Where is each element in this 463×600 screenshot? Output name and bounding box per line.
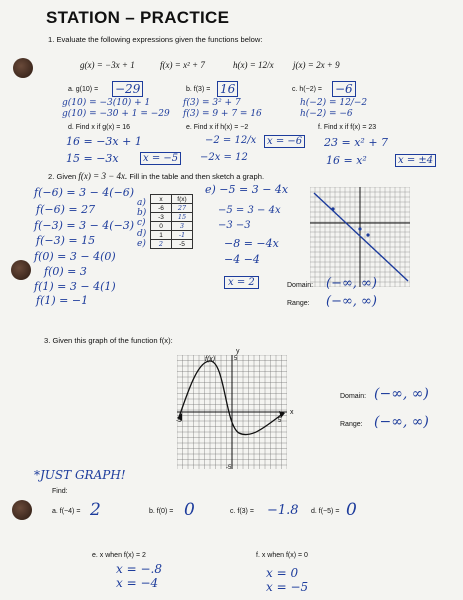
q3c-label: c. f(3) = xyxy=(230,508,254,515)
q2-work-4: f(−3) = 15 xyxy=(36,234,96,247)
q2-work-2: f(−6) = 27 xyxy=(36,203,96,216)
table-row xyxy=(151,222,193,231)
q2-prompt-a: 2. Given xyxy=(48,172,77,181)
q1e-work-1: −2 = 12/x xyxy=(205,135,257,146)
q1b-label: b. f(3) = xyxy=(186,86,211,93)
q3-fx-label: f(x) xyxy=(205,356,216,363)
row-letter: c) xyxy=(137,218,146,229)
q1c-label: c. h(−2) = xyxy=(292,86,322,93)
q2-work-5: f(0) = 3 − 4(0) xyxy=(34,250,116,263)
q3b-answer: 0 xyxy=(184,500,195,520)
function-j: j(x) = 2x + 9 xyxy=(293,60,340,70)
q1f-work-1: 23 = x² + 7 xyxy=(324,136,389,149)
q3a-label: a. f(−4) = xyxy=(52,508,81,515)
page-title: STATION – PRACTICE xyxy=(46,8,230,27)
q2-range-label: Range: xyxy=(287,300,310,307)
q3e-answer-2: x = −4 xyxy=(116,576,159,590)
q1f-answer: x = ±4 xyxy=(395,154,436,167)
row-letter: d) xyxy=(137,228,147,239)
table-row xyxy=(151,213,193,222)
q3-tick-right: 5 xyxy=(278,418,282,424)
binder-hole-top xyxy=(13,58,33,78)
q3-tick-left: -5 xyxy=(176,418,182,424)
function-h: h(x) = 12/x xyxy=(233,60,274,70)
q3d-label: d. f(−5) = xyxy=(311,508,340,515)
q1e-work-2: −2x = 12 xyxy=(200,152,248,163)
q2-work-3: f(−3) = 3 − 4(−3) xyxy=(34,219,135,232)
table-cell: -5 xyxy=(172,240,193,249)
q1d-work-1: 16 = −3x + 1 xyxy=(66,135,142,148)
table-header: x xyxy=(151,195,172,204)
q2-range-value: (−∞, ∞) xyxy=(326,294,377,309)
table-cell: -1 xyxy=(172,231,193,240)
q2-point xyxy=(366,233,369,236)
table-row xyxy=(151,204,193,213)
q2-point xyxy=(358,227,361,230)
q2-work-8: f(1) = −1 xyxy=(36,294,89,307)
row-letter: e) xyxy=(137,238,146,249)
q2-work-6: f(0) = 3 xyxy=(44,265,87,278)
q1f-label: f. Find x if f(x) = 23 xyxy=(318,124,377,131)
q3-graph xyxy=(177,355,287,469)
row-letter: a) xyxy=(137,198,146,208)
q3d-answer: 0 xyxy=(346,500,357,520)
q1b-work-2: f(3) = 9 + 7 = 16 xyxy=(183,109,262,119)
q3-x-label: x xyxy=(290,409,294,416)
q3e-label: e. x when f(x) = 2 xyxy=(92,552,146,559)
binder-hole-middle xyxy=(11,260,31,280)
q3-curve xyxy=(179,361,281,435)
q3e-answer-1: x = −.8 xyxy=(116,562,162,576)
q3-y-label: y xyxy=(236,348,240,355)
table-header-row xyxy=(151,195,193,204)
q2-work-1: f(−6) = 3 − 4(−6) xyxy=(34,186,135,199)
function-g: g(x) = −3x + 1 xyxy=(80,60,135,70)
q1a-label: a. g(10) = xyxy=(68,86,99,93)
q1c-answer: −6 xyxy=(332,81,356,97)
q2-function: f(x) = 3 − 4x. xyxy=(78,171,128,181)
binder-hole-bottom xyxy=(12,500,32,520)
q2-domain-value: (−∞, ∞) xyxy=(326,276,377,291)
q2-side-work-4: −8 = −4x xyxy=(224,237,279,250)
q3f-answer-1: x = 0 xyxy=(266,566,299,580)
q2-prompt xyxy=(48,171,264,181)
q2-side-work-3: −3 −3 xyxy=(218,220,251,231)
q3-domain-label: Domain: xyxy=(340,393,367,400)
table-cell: 27 xyxy=(172,204,193,213)
table-cell: -3 xyxy=(151,213,172,222)
q1c-work-2: h(−2) = −6 xyxy=(300,109,353,119)
q2-prompt-b: Fill in the table and then sketch a graph. xyxy=(129,172,265,181)
table-cell: 2 xyxy=(151,240,172,249)
q3-tick-top: 5 xyxy=(234,356,238,362)
q2-table xyxy=(150,194,193,249)
table-cell: -6 xyxy=(151,204,172,213)
q2-point xyxy=(331,207,334,210)
q1a-work-1: g(10) = −3(10) + 1 xyxy=(62,98,151,108)
q2-domain-label: Domain: xyxy=(287,282,314,289)
q1a-work-2: g(10) = −30 + 1 = −29 xyxy=(62,109,170,119)
q1d-answer: x = −5 xyxy=(140,152,181,165)
q3-find-label: Find: xyxy=(52,488,68,495)
q3f-answer-2: x = −5 xyxy=(266,580,309,594)
table-cell: 1 xyxy=(151,231,172,240)
q2-side-work-1: e) −5 = 3 − 4x xyxy=(205,183,289,196)
table-header: f(x) xyxy=(172,195,193,204)
q3c-answer: −1.8 xyxy=(267,503,299,518)
q3-domain-value: (−∞, ∞) xyxy=(374,386,429,402)
q1d-label: d. Find x if g(x) = 16 xyxy=(68,124,131,131)
q3-range-label: Range: xyxy=(340,421,363,428)
q1-prompt: 1. Evaluate the following expressions given the functions below: xyxy=(48,35,263,44)
q1c-work-1: h(−2) = 12/−2 xyxy=(300,98,368,108)
function-f: f(x) = x² + 7 xyxy=(160,60,205,70)
table-row xyxy=(151,231,193,240)
q2-side-work-5: −4 −4 xyxy=(224,253,260,266)
q1f-work-2: 16 = x² xyxy=(326,154,367,167)
row-letter: b) xyxy=(137,208,147,219)
q3b-label: b. f(0) = xyxy=(149,508,174,515)
q1b-work-1: f(3) = 3² + 7 xyxy=(183,98,241,108)
q3f-label: f. x when f(x) = 0 xyxy=(256,552,308,559)
q1b-answer: 16 xyxy=(217,81,238,97)
q2-work-7: f(1) = 3 − 4(1) xyxy=(34,280,116,293)
q3a-answer: 2 xyxy=(90,500,101,520)
table-row xyxy=(151,240,193,249)
table-cell: 15 xyxy=(172,213,193,222)
table-cell: 0 xyxy=(151,222,172,231)
q3-range-value: (−∞, ∞) xyxy=(374,414,429,430)
q3-tick-bottom: -5 xyxy=(226,465,232,471)
q1a-answer: −29 xyxy=(112,81,143,97)
q2-graph xyxy=(310,187,410,287)
q1e-answer: x = −6 xyxy=(264,135,305,148)
q3-note: *JUST GRAPH! xyxy=(34,468,126,482)
q2-side-work-2: −5 = 3 − 4x xyxy=(218,205,281,216)
q2-row-letters xyxy=(137,198,146,249)
q2-side-answer: x = 2 xyxy=(224,276,259,289)
q1d-work-2: 15 = −3x xyxy=(66,152,119,165)
table-cell: 3 xyxy=(172,222,193,231)
q1e-label: e. Find x if h(x) = −2 xyxy=(186,124,249,131)
q3-prompt: 3. Given this graph of the function f(x): xyxy=(44,336,173,345)
